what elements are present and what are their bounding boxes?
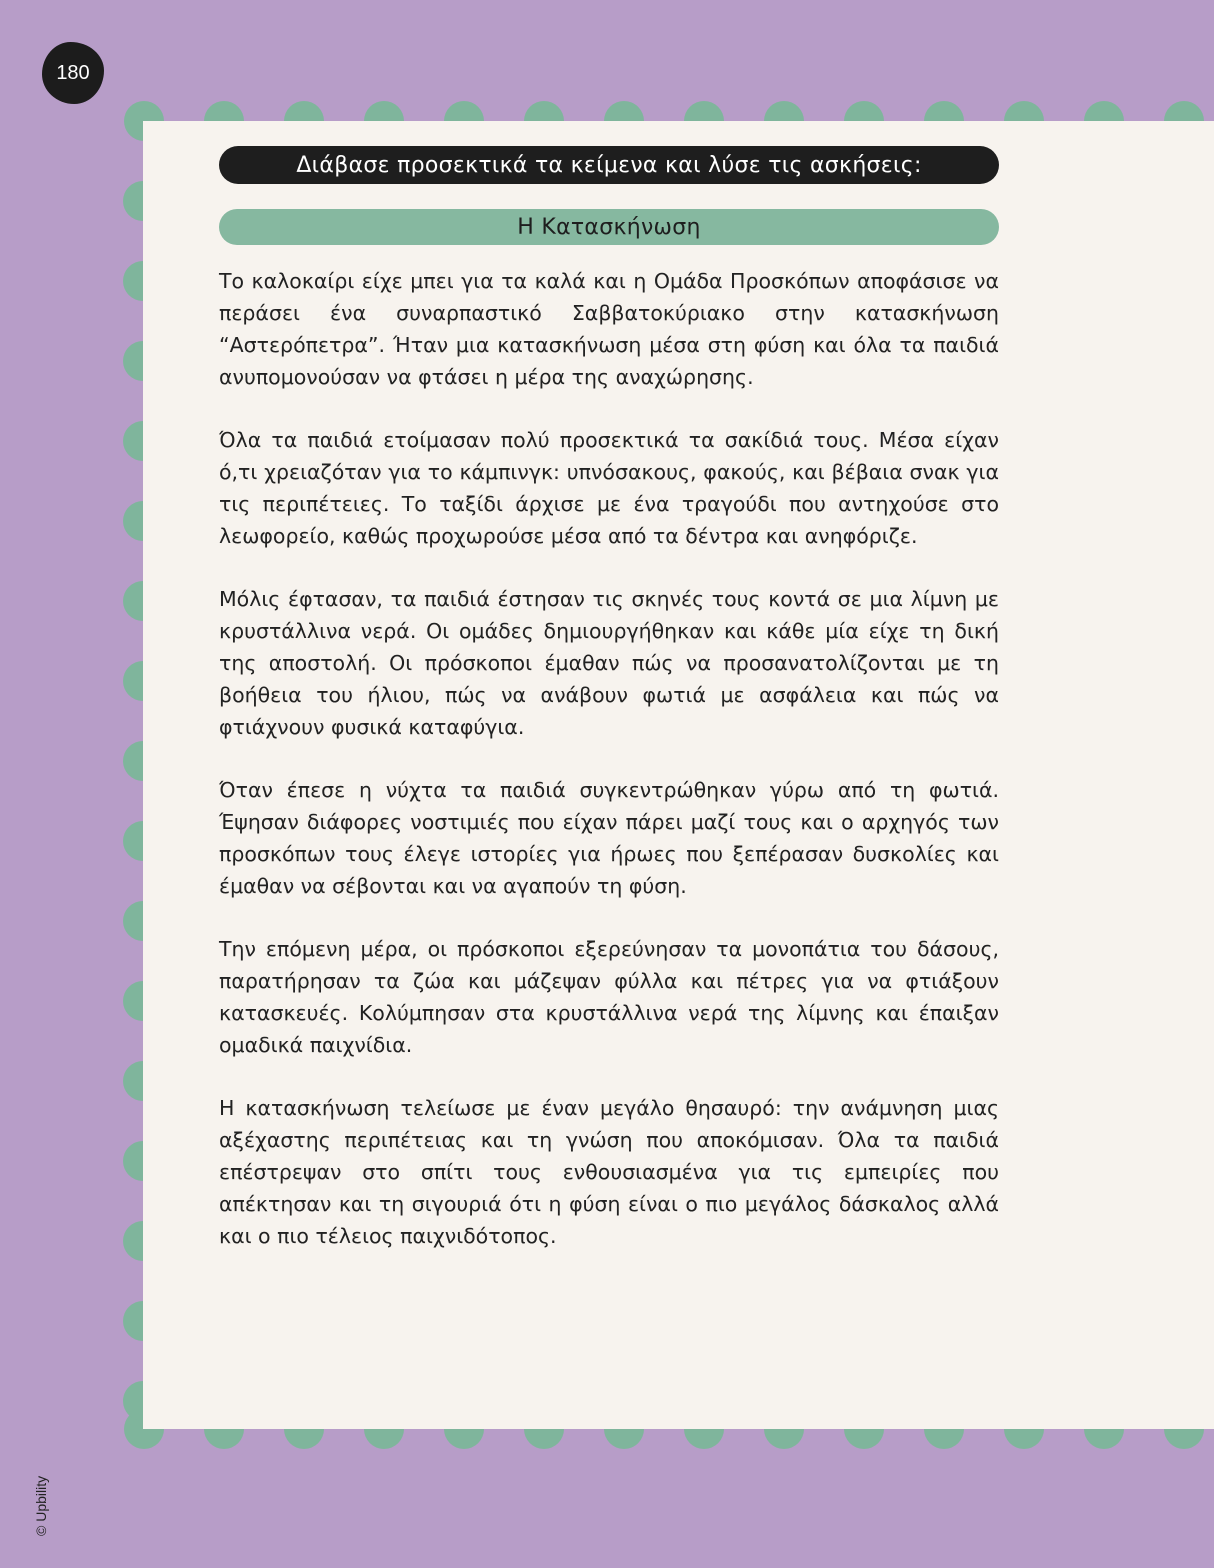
story-paragraph: Όταν έπεσε η νύχτα τα παιδιά συγκεντρώθηκαν γύρω από τη φωτιά. Έψησαν διάφορες νοστιμιές που είχαν πάρει μαζί τους και ο αρχηγός των προσκόπων τους έλεγε ιστορίες για ήρωες που ξεπέρασαν δυσκολίες και έμαθαν να σέβονται και να αγαπούν τη φύση.	[219, 778, 999, 898]
story-title: Η Κατασκήνωση	[517, 214, 701, 240]
instructions-text: Διάβασε προσεκτικά τα κείμενα και λύσε τις ασκήσεις:	[296, 152, 922, 178]
story-paragraph: Μόλις έφτασαν, τα παιδιά έστησαν τις σκηνές τους κοντά σε μια λίμνη με κρυστάλλινα νερά. Οι ομάδες δημιουργήθηκαν και κάθε μία είχε τη δική της αποστολή. Οι πρόσκοποι έμαθαν πώς να προσανατολίζονται με τη βοήθεια του ήλιου, πώς να ανάβουν φωτιά με ασφάλεια και πώς να φτιάχνουν φυσικά καταφύγια.	[219, 587, 999, 739]
story-paragraph: Το καλοκαίρι είχε μπει για τα καλά και η Ομάδα Προσκόπων αποφάσισε να περάσει ένα συναρπαστικό Σαββατοκύριακο στην κατασκήνωση “Αστερόπετρα”. Ήταν μια κατασκήνωση μέσα στη φύση και όλα τα παιδιά ανυπομονούσαν να φτάσει η μέρα της αναχώρησης.	[219, 269, 999, 389]
instructions-banner	[219, 146, 999, 184]
story-paragraph: Όλα τα παιδιά ετοίμασαν πολύ προσεκτικά τα σακίδιά τους. Μέσα είχαν ό,τι χρειαζόταν για το κάμπινγκ: υπνόσακους, φακούς, και βέβαια σνακ για τις περιπέτειες. Το ταξίδι άρχισε με ένα τραγούδι που αντηχούσε στο λεωφορείο, καθώς προχωρούσε μέσα από τα δέντρα και ανηφόριζε.	[219, 428, 999, 548]
story-paragraph: Η κατασκήνωση τελείωσε με έναν μεγάλο θησαυρό: την ανάμνηση μιας αξέχαστης περιπέτειας και τη γνώση που αποκόμισαν. Όλα τα παιδιά επέστρεψαν στο σπίτι τους ενθουσιασμένα για τις εμπειρίες που απέκτησαν και τη σιγουριά ότι η φύση είναι ο πιο μεγάλος δάσκαλος αλλά και ο πιο τέλειος παιχνιδότοπος.	[219, 1096, 999, 1248]
story-text	[219, 265, 999, 1283]
page-number-badge	[42, 42, 104, 104]
copyright-notice: © Upbility	[33, 1475, 49, 1536]
story-paragraph: Την επόμενη μέρα, οι πρόσκοποι εξερεύνησαν τα μονοπάτια του δάσους, παρατήρησαν τα ζώα και μάζεψαν φύλλα και πέτρες για να φτιάξουν κατασκευές. Κολύμπησαν στα κρυστάλλινα νερά της λίμνης και έπαιξαν ομαδικά παιχνίδια.	[219, 937, 999, 1057]
story-title-banner	[219, 209, 999, 245]
page-number: 180	[56, 61, 90, 84]
